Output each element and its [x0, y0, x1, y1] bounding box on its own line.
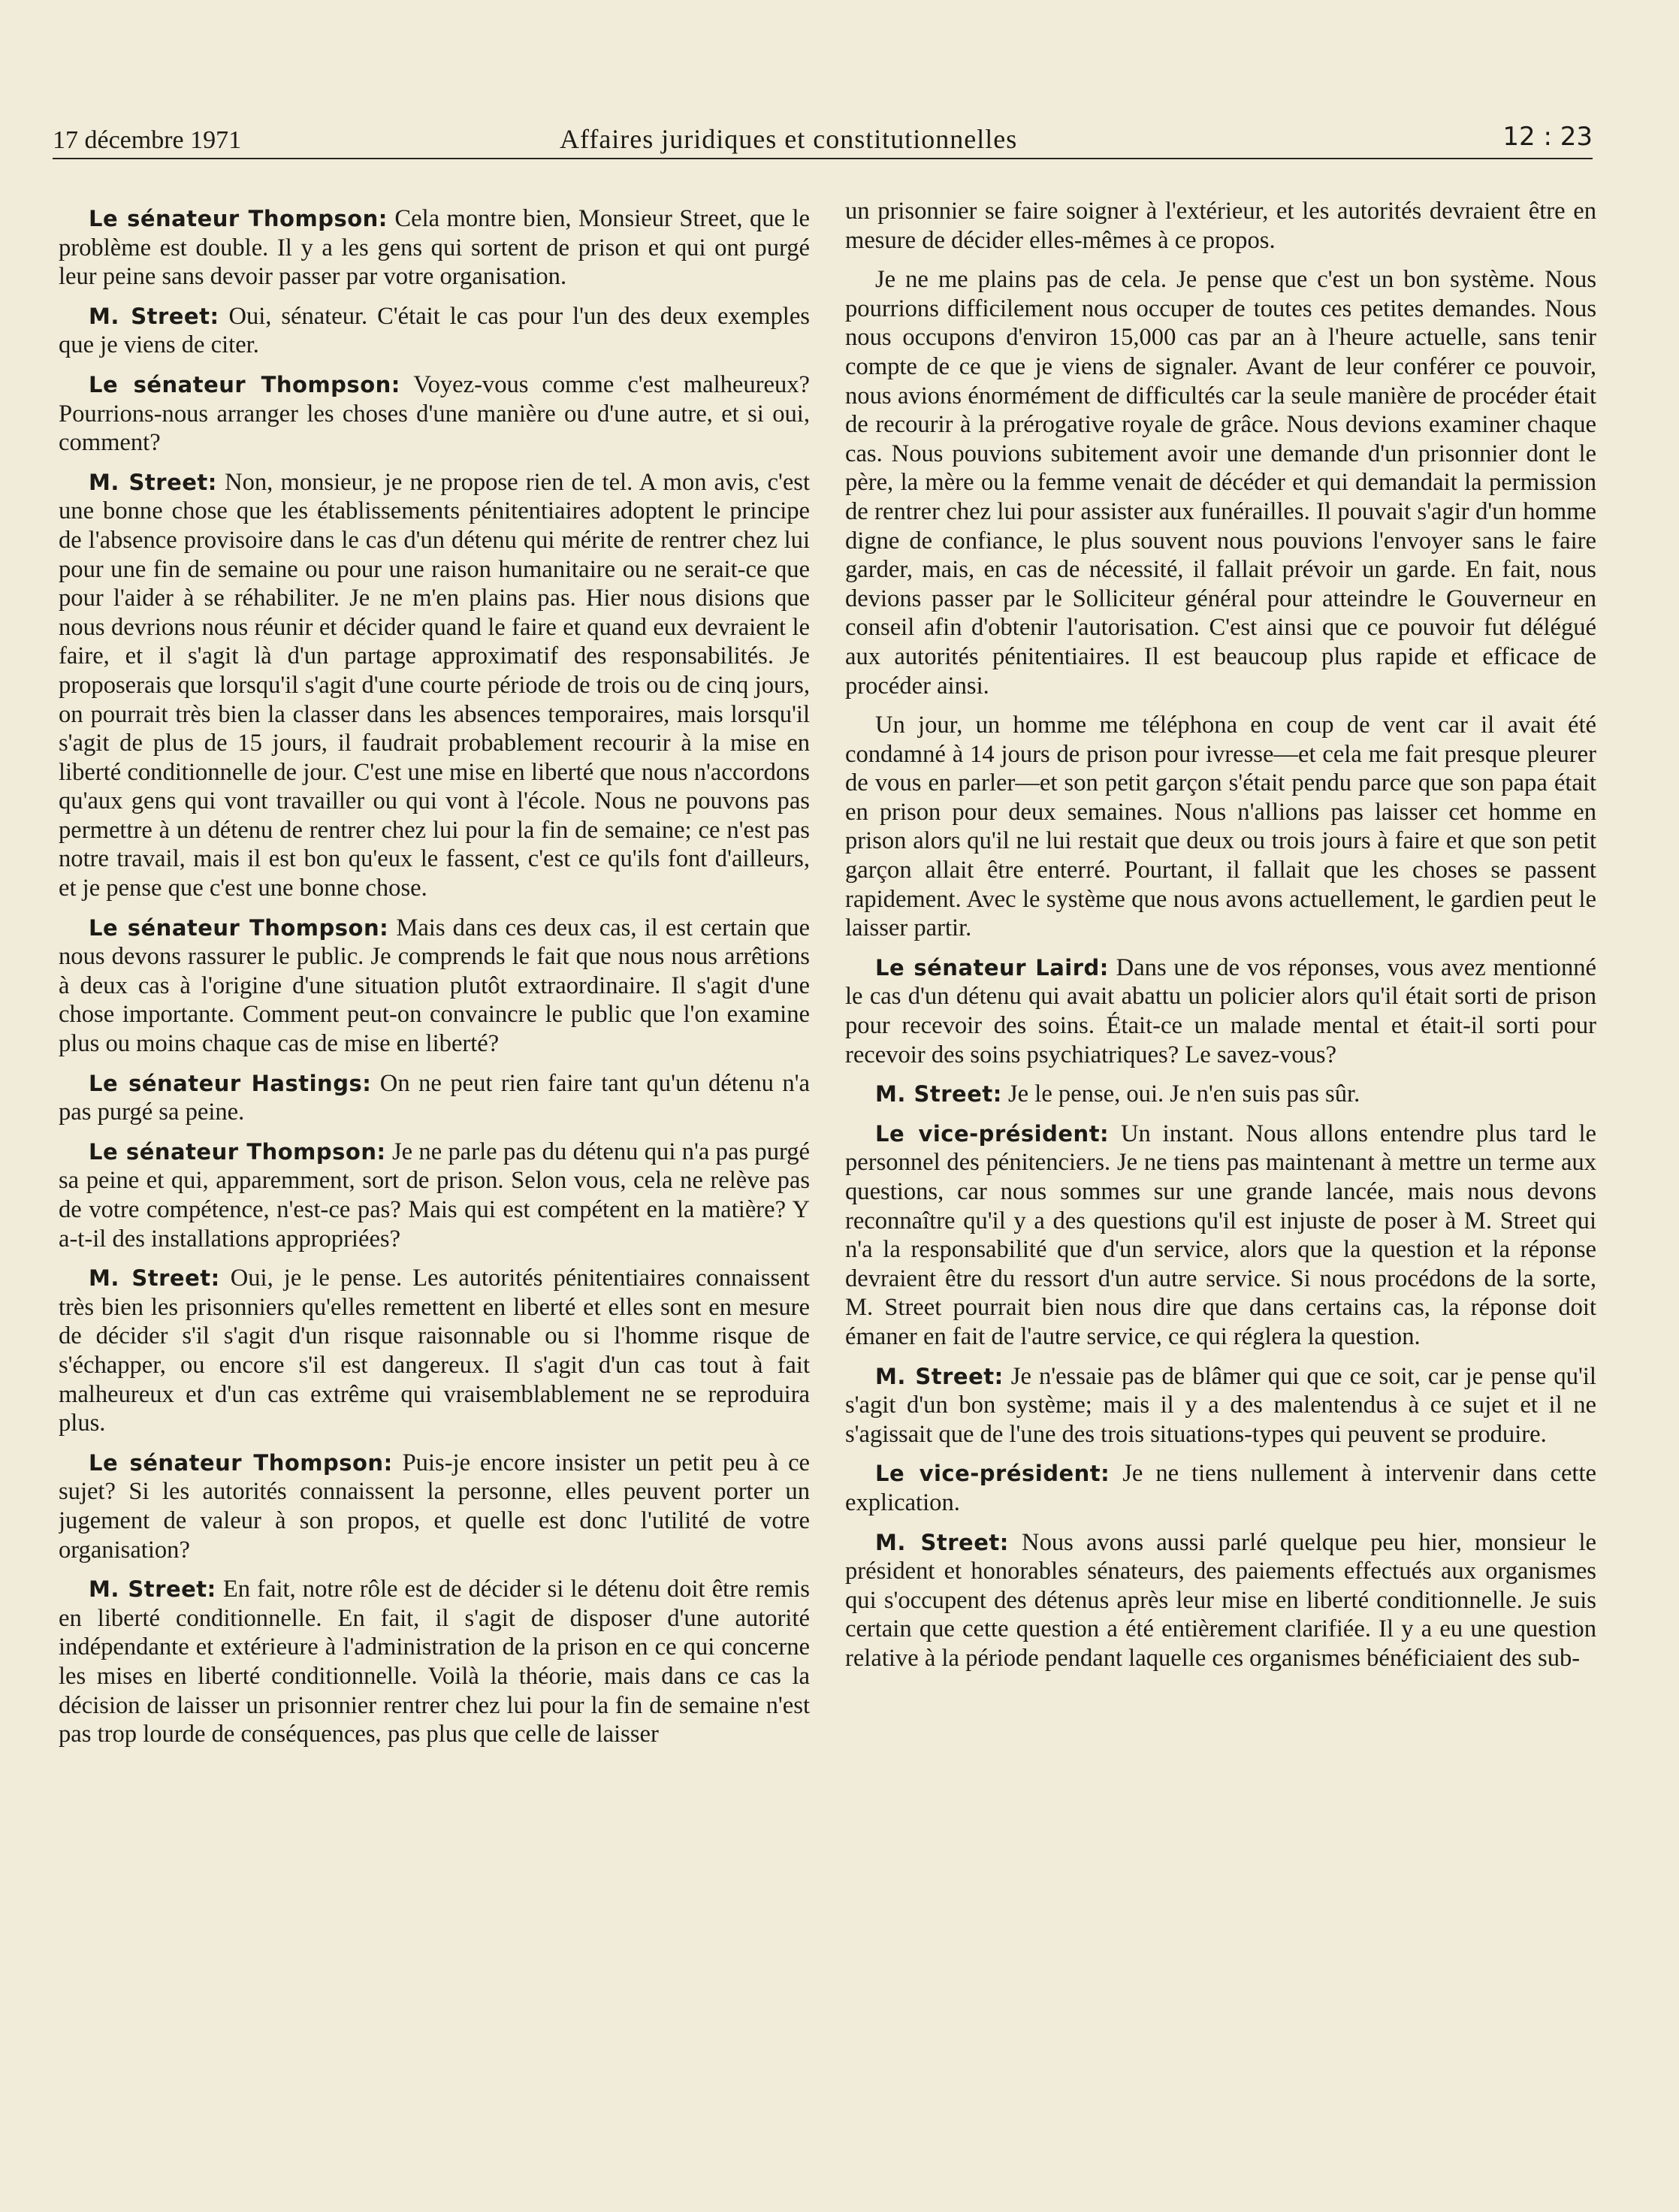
paragraph-text: Je ne parle pas du détenu qui n'a pas purgé sa peine et qui, apparemment, sort de prison. Selon vous, cela ne relève pas de votre compétence, n'est-ce pas? Mais qui est compétent en la matière? Y a-t-il des installations appropriées? — [59, 1138, 810, 1253]
paragraph — [845, 265, 1596, 700]
paragraph-text: Voyez-vous comme c'est malheureux? Pourrions-nous arranger les choses d'une manière ou d'une autre, et si oui, comment? — [59, 370, 810, 457]
paragraph — [59, 1138, 810, 1253]
paragraph-text: Non, monsieur, je ne propose rien de tel. A mon avis, c'est une bonne chose que les établissements pénitentiaires adoptent le principe de l'absence provisoire dans le cas d'un détenu qui mérite de rentrer chez lui pour une fin de semaine ou pour une raison humanitaire ou ne serait-ce que pour l'aider à se réhabiliter. Je ne m'en plains pas. Hier nous disions que nous devrions nous réunir et décider quand le faire et quand eux devraient le faire, et il s'agit là d'un partage approximatif des responsabilités. Je proposerais que lorsqu'il s'agit d'une courte période de trois ou de cinq jours, on pourrait très bien la classer dans les absences temporaires, mais lorsqu'il s'agit de plus de 15 jours, il faudrait probablement recourir à la mise en liberté conditionnelle de jour. C'est une mise en liberté que nous n'accordons qu'aux gens qui vont travailler ou qui vont à l'école. Nous ne pouvons pas permettre à un détenu de rentrer chez lui pour la fin de semaine; ce n'est pas notre travail, mais il est bon qu'eux le fassent, c'est ce qu'ils font d'ailleurs, et je pense que c'est une bonne chose. — [59, 468, 810, 902]
paragraph — [59, 1449, 810, 1564]
paragraph — [845, 1528, 1596, 1673]
page-header — [53, 113, 1593, 159]
paragraph — [59, 1575, 810, 1749]
paragraph — [845, 1120, 1596, 1352]
paragraph-text: Mais dans ces deux cas, il est certain que nous devons rassurer le public. Je comprends le fait que nous nous arrêtions à deux cas à l'origine d'une situation plutôt extraordinaire. Il s'agit d'une chose importante. Comment peut-on convaincre le public que l'on examine plus ou moins chaque cas de mise en liberté? — [59, 914, 810, 1058]
paragraph — [845, 1362, 1596, 1449]
speaker-name: Le sénateur Hastings: — [89, 1070, 372, 1096]
paragraph-text: Nous avons aussi parlé quelque peu hier, monsieur le président et honorables sénateurs, des paiements effectués aux organismes qui s'occupent des détenus après leur mise en liberté conditionnelle. Je suis certain que cette question a été entièrement clarifiée. Il y a eu une question relative à la période pendant laquelle ces organismes bénéficiaient des sub- — [845, 1528, 1596, 1672]
speaker-name: Le sénateur Thompson: — [89, 206, 388, 231]
right-column — [845, 197, 1596, 2165]
paragraph-text: Cela montre bien, Monsieur Street, que le problème est double. Il y a les gens qui sortent de prison et qui ont purgé leur peine sans devoir passer par votre organisation. — [59, 205, 810, 291]
paragraph-text: Un jour, un homme me téléphona en coup de vent car il avait été condamné à 14 jours de prison pour ivresse—et cela me fait presque pleurer de vous en parler—et son petit garçon s'était pendu parce que son papa était en prison pour deux semaines. Nous n'allions pas laisser cet homme en prison alors qu'il ne lui restait que deux ou trois jours à faire et que son petit garçon allait être enterré. Pourtant, il fallait que les choses se passent rapidement. Avec le système que nous avons actuellement, le gardien peut le laisser partir. — [845, 712, 1596, 942]
paragraph-text: Je ne tiens nullement à intervenir dans cette explication. — [845, 1460, 1596, 1516]
speaker-name: M. Street: — [89, 1576, 216, 1603]
speaker-name: Le vice-président: — [875, 1120, 1110, 1147]
paragraph — [59, 1069, 810, 1127]
speaker-name: M. Street: — [875, 1363, 1004, 1389]
speaker-name: Le sénateur Thompson: — [89, 1449, 393, 1476]
paragraph-text: Puis-je encore insister un petit peu à ce sujet? Si les autorités connaissent la personne, elles peuvent porter un jugement de valeur à son propos, et quelle est donc l'utilité de votre organisation? — [59, 1449, 810, 1564]
paragraph-text: Oui, je le pense. Les autorités pénitentiaires connaissent très bien les prisonniers qu'elles remettent en liberté et elles sont en mesure de décider s'il s'agit d'un risque raisonnable ou si l'homme risque de s'échapper, ou encore s'il est dangereux. Il s'agit d'un cas tout à fait malheureux et d'un cas extrême qui vraisemblablement ne se reproduira plus. — [59, 1265, 810, 1437]
header-date: 17 décembre 1971 — [53, 126, 242, 154]
paragraph — [845, 1080, 1596, 1109]
paragraph — [59, 468, 810, 903]
paragraph-text: Dans une de vos réponses, vous avez mentionné le cas d'un détenu qui avait abattu un policier alors qu'il était sorti de prison pour recevoir des soins. Était-ce un malade mental et était-il sorti pour recevoir des soins psychiatriques? Le savez-vous? — [845, 953, 1596, 1068]
speaker-name: Le sénateur Thompson: — [89, 371, 400, 397]
paragraph — [845, 953, 1596, 1069]
speaker-name: Le sénateur Thompson: — [89, 914, 389, 941]
header-title: Affaires juridiques et constitutionnelles — [560, 124, 1018, 154]
paragraph-text: Je n'essaie pas de blâmer qui que ce soit, car je pense qu'il s'agit d'un bon système; mais il y a des malentendus à ce sujet et il ne s'agissait que de l'une des trois situations-types qui peuvent se produire. — [845, 1362, 1596, 1448]
paragraph-text: Je le pense, oui. Je n'en suis pas sûr. — [1007, 1080, 1360, 1108]
paragraph-text: Je ne me plains pas de cela. Je pense que c'est un bon système. Nous pourrions difficilement nous occuper de toutes ces petites demandes. Nous nous occupons d'environ 15,000 cas par an à l'heure actuelle, sans tenir compte de ce que je viens de signaler. Avant de leur conférer ce pouvoir, nous avions énormément de difficultés car la seule manière de procéder était de recourir à la prérogative royale de grâce. Nous devions examiner chaque cas. Nous pouvions subitement avoir une demande d'un prisonnier dont le père, la mère ou la femme venait de décéder et qui demandait la permission de rentrer chez lui pour assister aux funérailles. Il pouvait s'agir d'un homme digne de confiance, le plus souvent nous pouvions l'envoyer sans le faire garder, mais, en cas de nécessité, il fallait prévoir un garde. En fait, nous devions passer par le Solliciteur général pour atteindre le Gouverneur en conseil afin d'obtenir l'autorisation. C'est ainsi que ce pouvoir fut délégué aux autorités pénitentiaires. Il est beaucoup plus rapide et efficace de procéder ainsi. — [845, 266, 1596, 700]
left-column — [59, 204, 810, 2173]
paragraph-text: Un instant. Nous allons entendre plus tard le personnel des pénitenciers. Je ne tiens pas maintenant à mettre un terme aux questions, car nous sommes sur une grande lancée, mais nous devons reconnaître qu'il y a des questions qu'il est injuste de poser à M. Street qui n'a la responsabilité que d'un service, alors que la question et la réponse devraient être du ressort d'un autre service. Si nous procédons de la sorte, M. Street pourrait bien nous dire que dans certains cas, la réponse doit émaner en fait de l'autre service, ce qui réglera la question. — [845, 1120, 1596, 1350]
paragraph-text: On ne peut rien faire tant qu'un détenu n'a pas purgé sa peine. — [59, 1069, 810, 1126]
paragraph — [59, 1264, 810, 1438]
speaker-name: M. Street: — [89, 1265, 220, 1292]
speaker-name: Le sénateur Thompson: — [89, 1138, 386, 1165]
paragraph — [845, 1459, 1596, 1517]
paragraph-text: un prisonnier se faire soigner à l'extérieur, et les autorités devraient être en mesure de décider elles-mêmes à ce propos. — [845, 198, 1596, 254]
speaker-name: Le sénateur Laird: — [875, 954, 1109, 981]
speaker-name: M. Street: — [89, 469, 217, 495]
paragraph — [59, 302, 810, 360]
paragraph — [845, 711, 1596, 943]
speaker-name: M. Street: — [875, 1081, 1002, 1108]
speaker-name: Le vice-président: — [875, 1461, 1110, 1487]
paragraph-text: Oui, sénateur. C'était le cas pour l'un des deux exemples que je viens de citer. — [59, 302, 810, 359]
speaker-name: M. Street: — [875, 1529, 1009, 1555]
paragraph — [59, 370, 810, 458]
paragraph — [59, 914, 810, 1059]
paragraph — [59, 204, 810, 292]
speaker-name: M. Street: — [89, 303, 219, 329]
paragraph-text: En fait, notre rôle est de décider si le détenu doit être remis en liberté conditionnelle. En fait, il s'agit de disposer d'une autorité indépendante et extérieure à l'administration de la prison en ce qui concerne les mises en liberté conditionnelle. Voilà la théorie, mais dans ce cas la décision de laisser un prisonnier rentrer chez lui pour la fin de semaine n'est pas trop lourde de conséquences, pas plus que celle de laisser — [59, 1576, 810, 1748]
paragraph — [845, 197, 1596, 255]
header-page-number: 12 : 23 — [1502, 122, 1593, 152]
